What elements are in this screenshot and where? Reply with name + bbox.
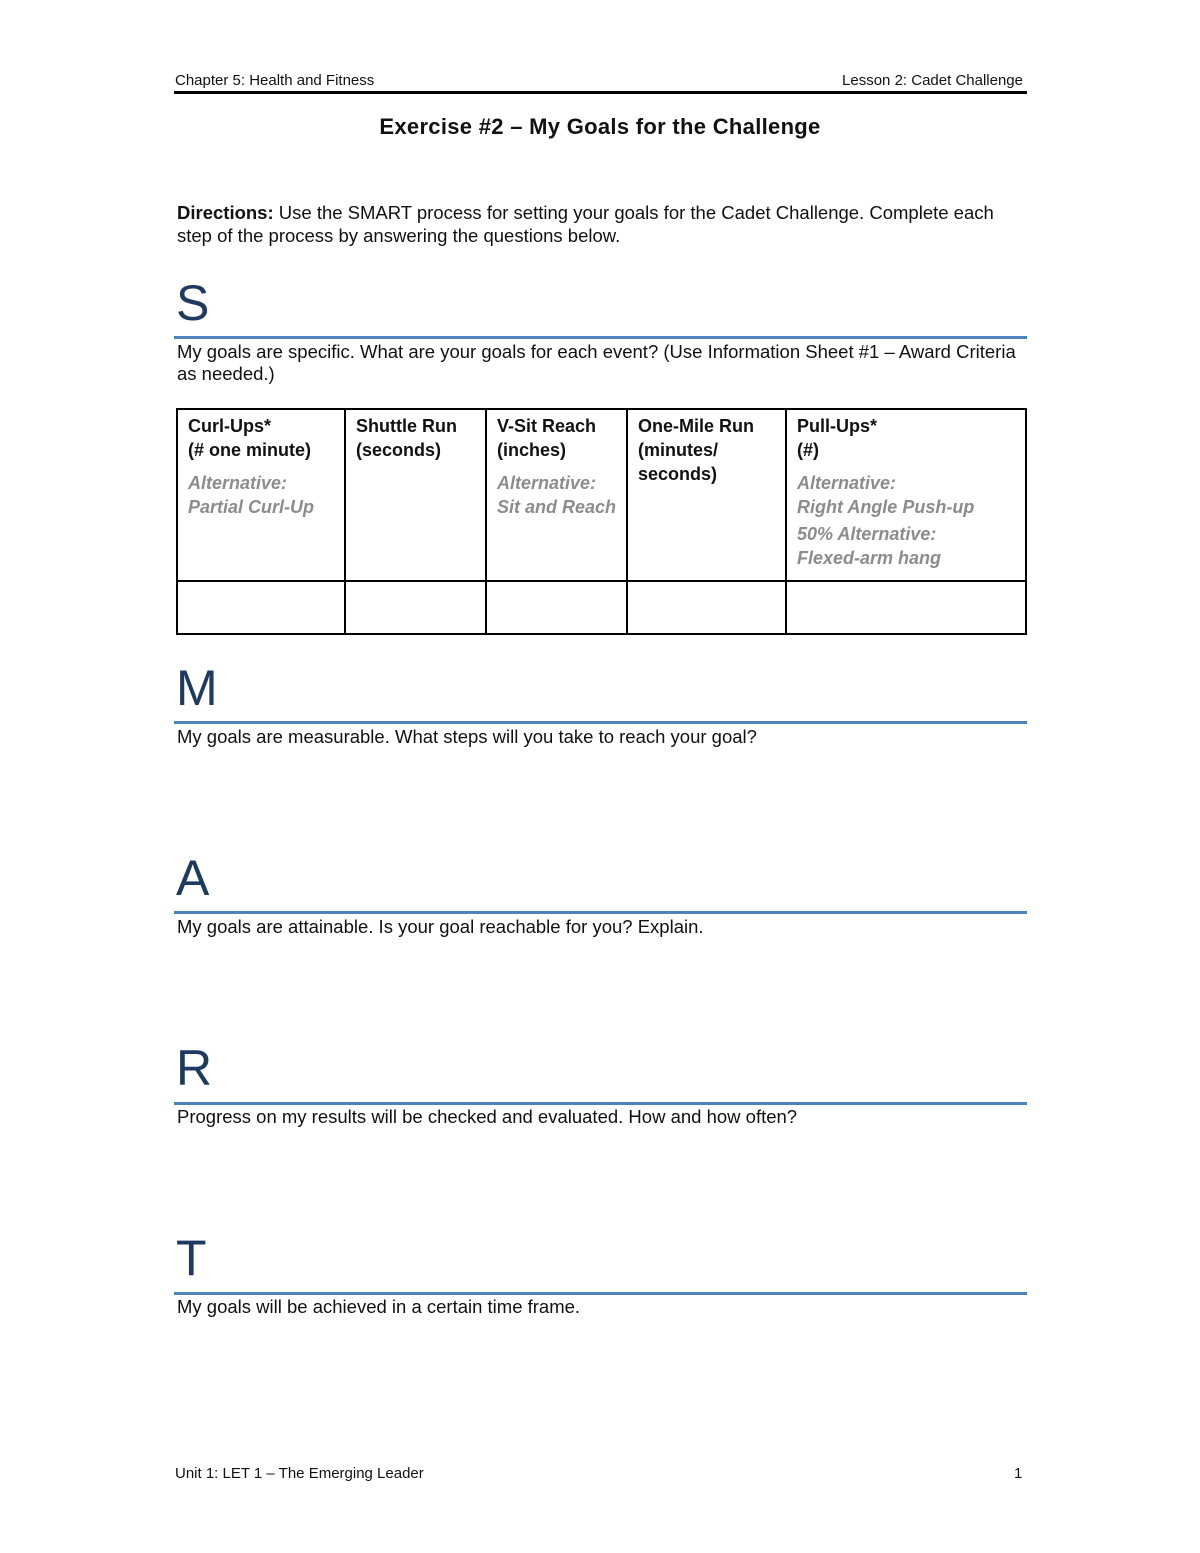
column-title: One-Mile Run (638, 416, 754, 436)
step-prompt-r: Progress on my results will be checked and evaluated. How and how often? (177, 1106, 798, 1127)
column-v-sit-reach (486, 409, 627, 581)
step-prompt-s: My goals are specific. What are your goals for each event? (Use Information Sheet #1 – Award Criteria as needed.) (177, 341, 1016, 384)
alternative-text: Sit and Reach (497, 497, 617, 517)
directions-paragraph (177, 201, 1017, 247)
answer-cell-shuttle-run[interactable] (345, 581, 486, 634)
goals-table (176, 408, 1027, 635)
exercise-title: Exercise #2 – My Goals for the Challenge (379, 114, 821, 139)
lesson-label: Lesson 2: Cadet Challenge (842, 72, 1023, 89)
column-shuttle-run (345, 409, 486, 581)
column-subtitle: (# one minute) (188, 440, 312, 460)
step-letter-a: A (176, 850, 210, 906)
step-letter-t: T (176, 1230, 207, 1286)
step-divider-r (174, 1102, 1027, 1105)
step-divider-m (174, 721, 1027, 724)
alternative-text: Right Angle Push-up (797, 497, 975, 517)
step-letter-r: R (176, 1040, 213, 1096)
chapter-label: Chapter 5: Health and Fitness (175, 72, 375, 89)
alternative-label: Alternative: (497, 473, 597, 493)
alternative-2-text: Flexed-arm hang (797, 548, 942, 568)
answer-cell-curl-ups[interactable] (177, 581, 345, 634)
alternative-label: Alternative: (188, 473, 288, 493)
step-divider-t (174, 1292, 1027, 1295)
column-pull-ups (786, 409, 1026, 581)
step-letter-s: S (176, 275, 210, 331)
column-one-mile-run (627, 409, 786, 581)
page-number: 1 (1014, 1465, 1023, 1482)
step-prompt-t: My goals will be achieved in a certain time frame. (177, 1296, 581, 1317)
answer-cell-pull-ups[interactable] (786, 581, 1026, 634)
table-header-row (177, 409, 1026, 581)
answer-cell-v-sit-reach[interactable] (486, 581, 627, 634)
table-answer-row (177, 581, 1026, 634)
alternative-2-label: 50% Alternative: (797, 524, 937, 544)
alternative-label: Alternative: (797, 473, 897, 493)
column-subtitle: (minutes/ seconds) (638, 440, 719, 484)
alternative-text: Partial Curl-Up (188, 497, 315, 517)
answer-cell-one-mile-run[interactable] (627, 581, 786, 634)
footer-unit: Unit 1: LET 1 – The Emerging Leader (175, 1465, 424, 1482)
step-divider-s (174, 336, 1027, 339)
column-title: Shuttle Run (356, 416, 457, 436)
column-subtitle: (inches) (497, 440, 567, 460)
directions-label: Directions: (177, 202, 274, 223)
column-title: Pull-Ups* (797, 416, 878, 436)
column-title: Curl-Ups* (188, 416, 272, 436)
step-divider-a (174, 911, 1027, 914)
page-header (175, 72, 1026, 92)
step-letter-m: M (176, 660, 218, 716)
step-prompt-a: My goals are attainable. Is your goal reachable for you? Explain. (177, 916, 704, 937)
column-subtitle: (seconds) (356, 440, 442, 460)
header-divider (174, 91, 1027, 94)
directions-text: Use the SMART process for setting your goals for the Cadet Challenge. Complete each step of the process by answering the questions below. (177, 202, 994, 246)
column-curl-ups (177, 409, 345, 581)
column-title: V-Sit Reach (497, 416, 597, 436)
step-prompt-m: My goals are measurable. What steps will you take to reach your goal? (177, 726, 757, 747)
column-subtitle: (#) (797, 440, 819, 460)
